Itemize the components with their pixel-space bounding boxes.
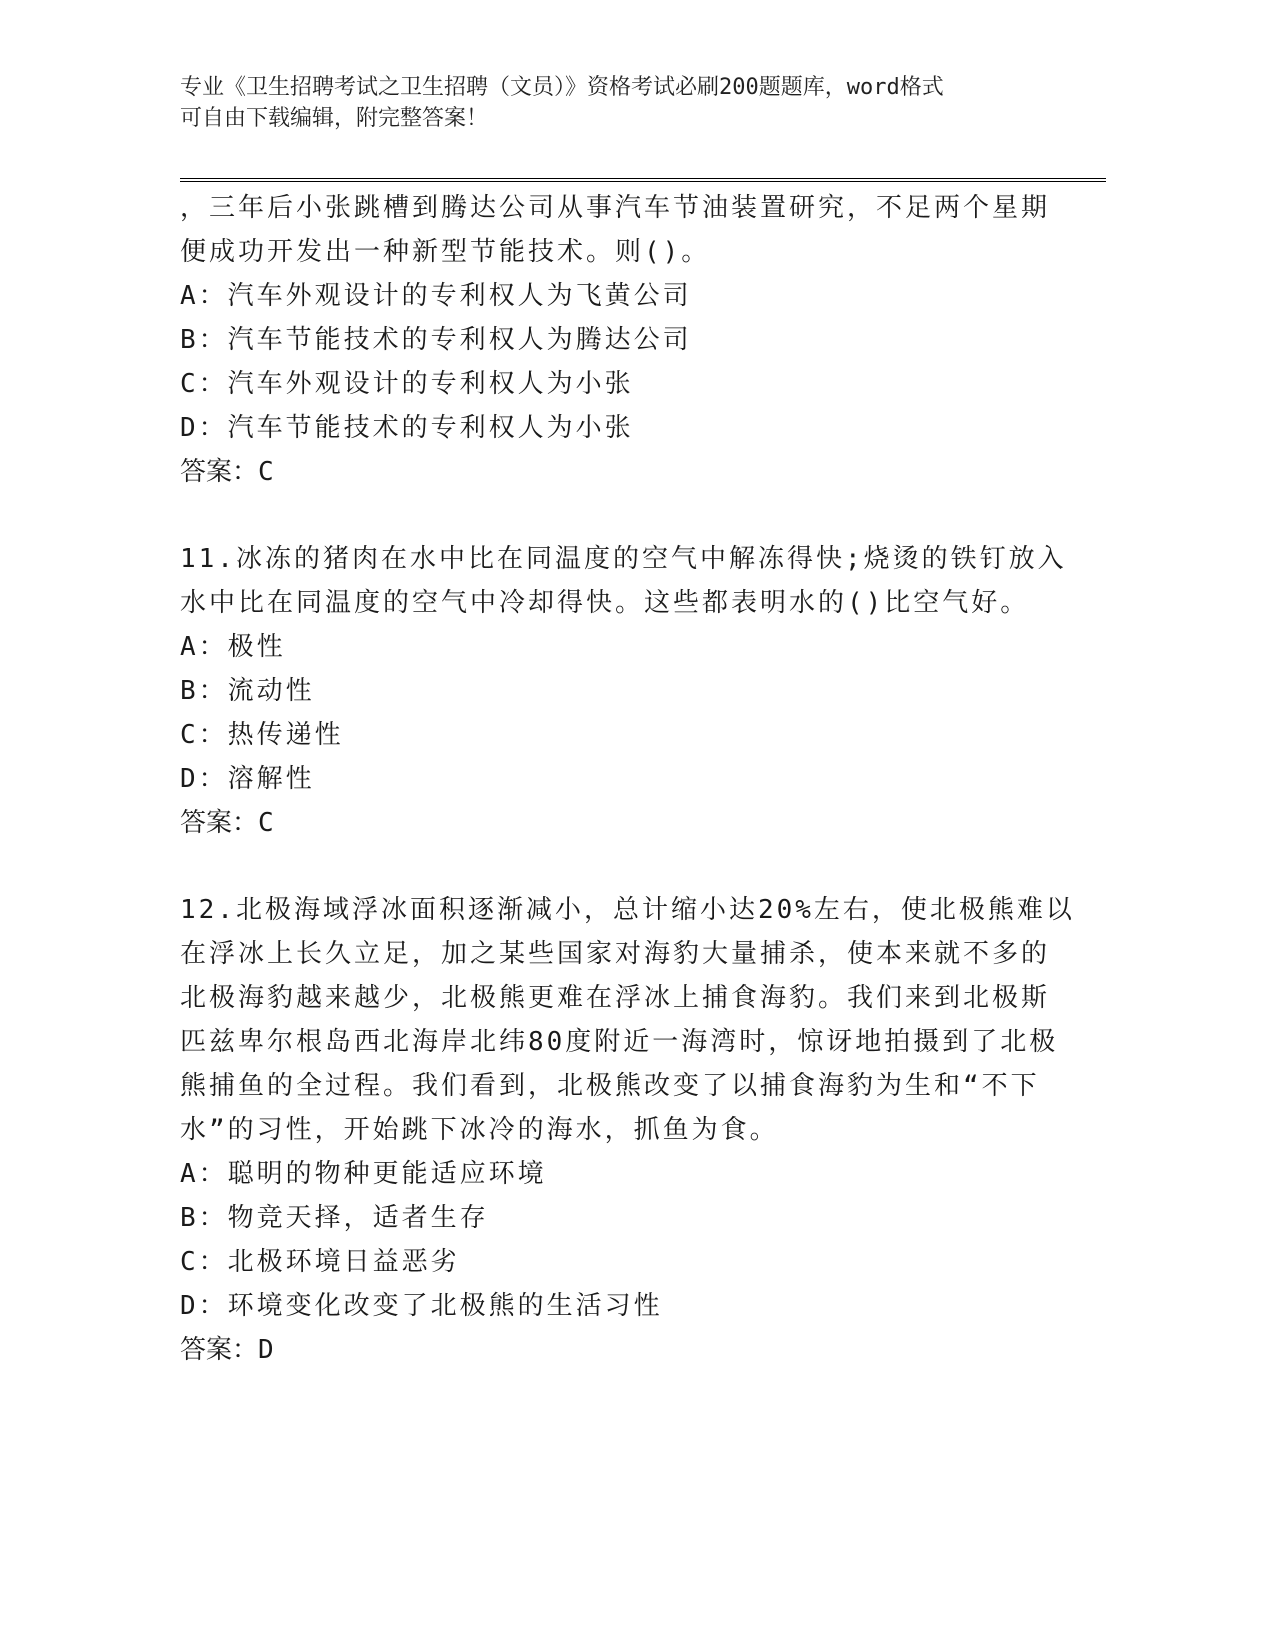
option-a: A：极性 <box>180 632 286 662</box>
option-b: B：流动性 <box>180 676 315 706</box>
question-stem-line: 水中比在同温度的空气中冷却得快。这些都表明水的()比空气好。 <box>180 588 1030 618</box>
question-11 <box>180 537 1067 845</box>
question-stem-line: 便成功开发出一种新型节能技术。则()。 <box>180 237 711 267</box>
answer-line <box>180 801 1060 845</box>
option-a: A：聪明的物种更能适应环境 <box>180 1159 547 1189</box>
question-spacer <box>180 494 1060 537</box>
answer-label: 答案： <box>180 1335 259 1365</box>
header-divider <box>180 178 1106 182</box>
question-stem-line: 水”的习性，开始跳下冰冷的海水，抓鱼为食。 <box>180 1115 779 1145</box>
option-b: B：物竞天择，适者生存 <box>180 1203 489 1233</box>
option-c: C：热传递性 <box>180 720 344 750</box>
question-stem-line: 11.冰冻的猪肉在水中比在同温度的空气中解冻得快;烧烫的铁钉放入 <box>180 544 1067 574</box>
header-title-line-1: 专业《卫生招聘考试之卫生招聘（文员）》资格考试必刷200题题库，word格式 <box>180 75 944 100</box>
option-d: D：汽车节能技术的专利权人为小张 <box>180 413 634 443</box>
answer-value: C <box>258 457 274 487</box>
option-c: C：北极环境日益恶劣 <box>180 1247 460 1277</box>
option-a: A：汽车外观设计的专利权人为飞黄公司 <box>180 281 692 311</box>
question-stem-line: 12.北极海域浮冰面积逐渐减小，总计缩小达20%左右，使北极熊难以 <box>180 895 1075 925</box>
answer-label: 答案： <box>180 808 259 838</box>
option-d: D：环境变化改变了北极熊的生活习性 <box>180 1291 663 1321</box>
question-spacer <box>180 845 1060 888</box>
option-b: B：汽车节能技术的专利权人为腾达公司 <box>180 325 692 355</box>
option-c: C：汽车外观设计的专利权人为小张 <box>180 369 634 399</box>
question-stem-line: 在浮冰上长久立足，加之某些国家对海豹大量捕杀，使本来就不多的 <box>180 939 1051 969</box>
header-title-line-2: 可自由下载编辑，附完整答案！ <box>180 106 489 131</box>
question-12 <box>180 888 1075 1372</box>
answer-value: D <box>258 1335 274 1365</box>
answer-label: 答案： <box>180 457 259 487</box>
question-stem-line: ，三年后小张跳槽到腾达公司从事汽车节油装置研究，不足两个星期 <box>180 193 1051 223</box>
answer-line <box>180 1328 1060 1372</box>
question-stem-line: 熊捕鱼的全过程。我们看到，北极熊改变了以捕食海豹为生和“不下 <box>180 1071 1040 1101</box>
answer-value: C <box>258 808 274 838</box>
question-stem-line: 匹兹卑尔根岛西北海岸北纬80度附近一海湾时，惊讶地拍摄到了北极 <box>180 1027 1059 1057</box>
answer-line <box>180 450 1060 494</box>
question-10 <box>180 186 1060 494</box>
question-stem-line: 北极海豹越来越少，北极熊更难在浮冰上捕食海豹。我们来到北极斯 <box>180 983 1051 1013</box>
document-header <box>180 72 1060 134</box>
option-d: D：溶解性 <box>180 764 315 794</box>
question-list <box>180 186 1075 1372</box>
